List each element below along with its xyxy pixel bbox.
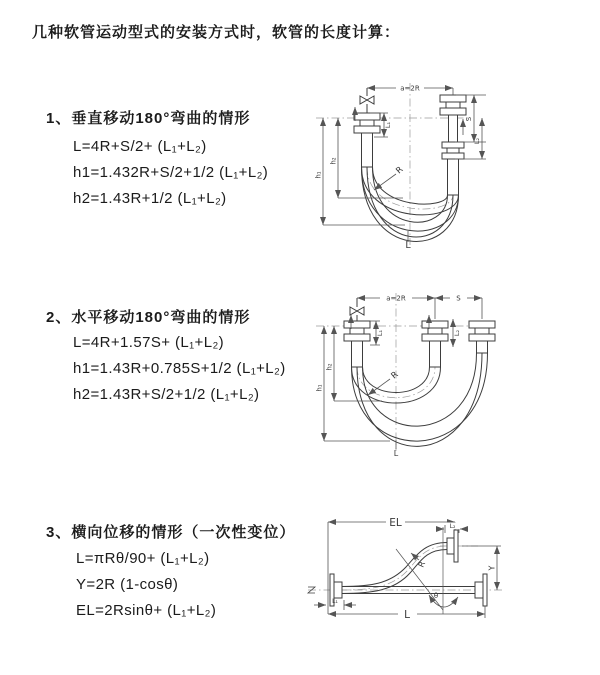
section-1-heading: 1、垂直移动180°弯曲的情形	[46, 110, 251, 127]
dim-label-s: S	[465, 116, 473, 122]
valve-icon	[360, 96, 374, 104]
section-2-formula-1: L=4R+1.57S+ (L₁+L₂)	[73, 334, 225, 351]
left-fitting	[344, 321, 370, 367]
braided-hose	[352, 341, 363, 367]
dim-label-l2: L₂	[453, 329, 461, 337]
section-2-formula-3: h2=1.43R+S/2+1/2 (L₁+L₂)	[73, 386, 260, 403]
right-fitting	[440, 95, 466, 195]
dim-label-l2: L₂	[473, 137, 481, 145]
hose-assembly	[308, 530, 487, 606]
moved-fitting	[469, 321, 495, 353]
section-3-formula-3: EL=2Rsinθ+ (L₁+L₂)	[76, 602, 217, 619]
diagram-lateral-displacement	[300, 502, 600, 642]
dim-label-y: Y	[487, 565, 497, 571]
u-bend-curves	[352, 353, 488, 446]
dimension-lines	[314, 522, 501, 618]
displaced-s-curve-hose	[342, 543, 447, 594]
section-1-formula-1: L=4R+S/2+ (L₁+L₂)	[73, 138, 207, 155]
dim-label-h2: h₂	[329, 157, 338, 165]
dim-label-a2r: a=2R	[400, 84, 420, 93]
section-3-heading: 3、横向位移的情形（一次性变位）	[46, 524, 296, 541]
diagram-horizontal-180-bend	[310, 283, 600, 458]
dim-label-L: L	[393, 449, 399, 458]
dim-label-h1: h₁	[315, 384, 324, 392]
dim-label-L: L	[405, 240, 411, 250]
section-3-formula-1: L=πRθ/90+ (L₁+L₂)	[76, 550, 210, 567]
dim-label-theta: θ	[433, 592, 439, 600]
braided-hose	[448, 159, 459, 195]
section-1-formula-2: h1=1.432R+S/2+1/2 (L₁+L₂)	[73, 164, 269, 181]
middle-fitting	[422, 321, 448, 367]
section-3-formula-2: Y=2R (1-cosθ)	[76, 576, 179, 593]
hose-assembly	[344, 298, 495, 446]
section-2-heading: 2、水平移动180°弯曲的情形	[46, 309, 251, 326]
dim-label-h2: h₂	[325, 363, 334, 371]
diagram-vertical-180-bend	[310, 75, 600, 250]
dim-label-l1: L₁	[332, 598, 338, 605]
dim-label-l1: L₁	[384, 121, 392, 129]
dim-label-L: L	[404, 609, 410, 621]
valve-icon	[350, 307, 364, 315]
dim-label-r: R	[394, 164, 406, 177]
dimension-labels	[332, 517, 496, 621]
centerlines	[316, 293, 495, 451]
braided-hose	[430, 341, 441, 367]
dim-label-el: EL	[389, 517, 402, 529]
section-2-formula-2: h1=1.43R+0.785S+1/2 (L₁+L₂)	[73, 360, 286, 377]
moved-fitting	[447, 530, 458, 562]
dim-label-a2r: a=2R	[386, 294, 406, 303]
radius-leader	[374, 174, 396, 190]
braided-hose	[362, 133, 373, 167]
radius-leader	[368, 379, 390, 395]
dim-label-h1: h₁	[314, 171, 323, 179]
dim-label-r: R	[416, 560, 428, 569]
dim-label-l1: L₁	[376, 329, 384, 337]
section-1-formula-3: h2=1.43R+1/2 (L₁+L₂)	[73, 190, 227, 207]
left-fitting	[354, 113, 380, 167]
dim-label-s: S	[456, 294, 461, 303]
dim-label-r: R	[389, 369, 401, 382]
dim-label-l2: L₂	[449, 523, 456, 530]
page-title: 几种软管运动型式的安装方式时，软管的长度计算：	[32, 24, 401, 41]
